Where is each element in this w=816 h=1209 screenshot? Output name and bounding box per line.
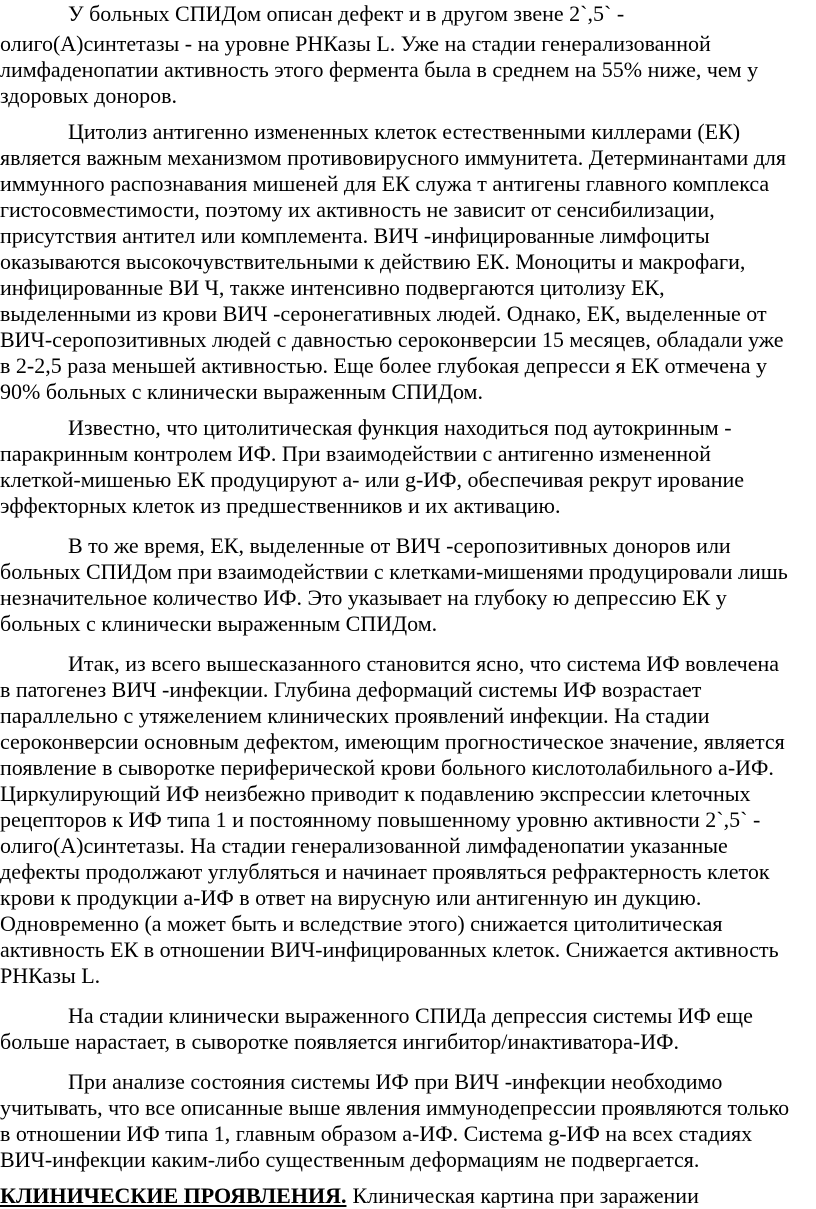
paragraph-7-line-4: ВИЧ-инфекции каким-либо существенным деформациям не подвергается. [0, 1147, 700, 1172]
paragraph-1-line-2: олиго(А)синтетазы - на уровне РНКазы L. Уже на стадии генерализованной [0, 31, 711, 56]
paragraph-2-line-4: гистосовместимости, поэтому их активность не зависит от сенсибилизации, [0, 197, 715, 222]
paragraph-5-line-12: активность ЕК в отношении ВИЧ-инфицированных клеток. Снижается активность [0, 937, 779, 962]
paragraph-1-line-1: У больных СПИДом описан дефект и в другом звене 2`,5` - [68, 1, 625, 26]
paragraph-5-line-2: в патогенез ВИЧ -инфекции. Глубина деформаций системы ИФ возрастает [0, 677, 702, 702]
paragraph-2-line-8: выделенными из крови ВИЧ -серонегативных людей. Однако, ЕК, выделенные от [0, 301, 767, 326]
paragraph-4-line-2: больных СПИДом при взаимодействии с клетками-мишенями продуцировали лишь [0, 559, 788, 584]
paragraph-7-line-3: в отношении ИФ типа 1, главным образом а-ИФ. Система g-ИФ на всех стадиях [0, 1121, 753, 1146]
paragraph-5-line-6: Циркулирующий ИФ неизбежно приводит к подавлению экспрессии клеточных [0, 781, 751, 806]
paragraph-6-line-2: больше нарастает, в сыворотке появляется ингибитор/инактиватора-ИФ. [0, 1029, 679, 1054]
paragraph-2-line-9: ВИЧ-серопозитивных людей с давностью сероконверсии 15 месяцев, обладали уже [0, 327, 784, 352]
paragraph-2-line-3: иммунного распознавания мишеней для ЕК служа т антигены главного комплекса [0, 171, 770, 196]
paragraph-3-line-3: клеткой-мишенью ЕК продуцируют а- или g-ИФ, обеспечивая рекрут ирование [0, 467, 745, 492]
paragraph-1-line-3: лимфаденопатии активность этого фермента была в среднем на 55% ниже, чем у [0, 57, 759, 82]
paragraph-3-line-1: Известно, что цитолитическая функция находиться под аутокринным - [68, 415, 732, 440]
paragraph-5-line-5: появление в сыворотке периферической крови больного кислотолабильного а-ИФ. [0, 755, 774, 780]
final-line [0, 1183, 699, 1209]
paragraph-5-line-13: РНКазы L. [0, 963, 101, 988]
paragraph-3-line-4: эффекторных клеток из предшественников и их активацию. [0, 493, 561, 518]
paragraph-2-line-1: Цитолиз антигенно измененных клеток естественными киллерами (ЕК) [68, 119, 741, 144]
paragraph-2-line-7: инфицированные ВИ Ч, также интенсивно подвергаются цитолизу ЕК, [0, 275, 665, 300]
paragraph-5-line-11: Одновременно (а может быть и вследствие этого) снижается цитолитическая [0, 911, 723, 936]
paragraph-7-line-1: При анализе состояния системы ИФ при ВИЧ -инфекции необходимо [68, 1069, 723, 1094]
paragraph-5-line-10: крови к продукции а-ИФ в ответ на вирусную или антигенную ин дукцию. [0, 885, 702, 910]
paragraph-2-line-2: является важным механизмом противовирусного иммунитета. Детерминантами для [0, 145, 787, 170]
paragraph-5-line-1: Итак, из всего вышесказанного становится ясно, что система ИФ вовлечена [68, 651, 780, 676]
paragraph-4-line-4: больных с клинически выраженным СПИДом. [0, 611, 438, 636]
paragraph-5-line-8: олиго(А)синтетазы. На стадии генерализованной лимфаденопатии указанные [0, 833, 728, 858]
paragraph-6-line-1: На стадии клинически выраженного СПИДа депрессия системы ИФ еще [68, 1003, 753, 1028]
paragraph-4-line-3: незначительное количество ИФ. Это указывает на глубоку ю депрессию ЕК у [0, 585, 727, 610]
paragraph-3-line-2: паракринным контролем ИФ. При взаимодействии с антигенно измененной [0, 441, 711, 466]
paragraph-2-line-6: оказываются высокочувствительными к действию ЕК. Моноциты и макрофаги, [0, 249, 746, 274]
paragraph-1-line-4: здоровых доноров. [0, 83, 178, 108]
paragraph-5-line-4: сероконверсии основным дефектом, имеющим прогностическое значение, является [0, 729, 785, 754]
paragraph-5-line-9: дефекты продолжают углубляться и начинает проявляться рефрактерность клеток [0, 859, 770, 884]
paragraph-2-line-10: в 2-2,5 раза меньшей активностью. Еще более глубокая депресси я ЕК отмечена у [0, 353, 768, 378]
final-line-text: Клиническая картина при заражении [352, 1183, 699, 1208]
paragraph-5-line-7: рецепторов к ИФ типа 1 и постоянному повышенному уровню активности 2`,5` - [0, 807, 761, 832]
paragraph-2-line-11: 90% больных с клинически выраженным СПИДом. [0, 379, 483, 404]
section-heading: КЛИНИЧЕСКИЕ ПРОЯВЛЕНИЯ. [0, 1183, 347, 1208]
paragraph-7-line-2: учитывать, что все описанные выше явления иммунодепрессии проявляются только [0, 1095, 790, 1120]
paragraph-5-line-3: параллельно с утяжелением клинических проявлений инфекции. На стадии [0, 703, 710, 728]
paragraph-2-line-5: присутствия антител или комплемента. ВИЧ -инфицированные лимфоциты [0, 223, 710, 248]
paragraph-4-line-1: В то же время, ЕК, выделенные от ВИЧ -серопозитивных доноров или [68, 533, 731, 558]
